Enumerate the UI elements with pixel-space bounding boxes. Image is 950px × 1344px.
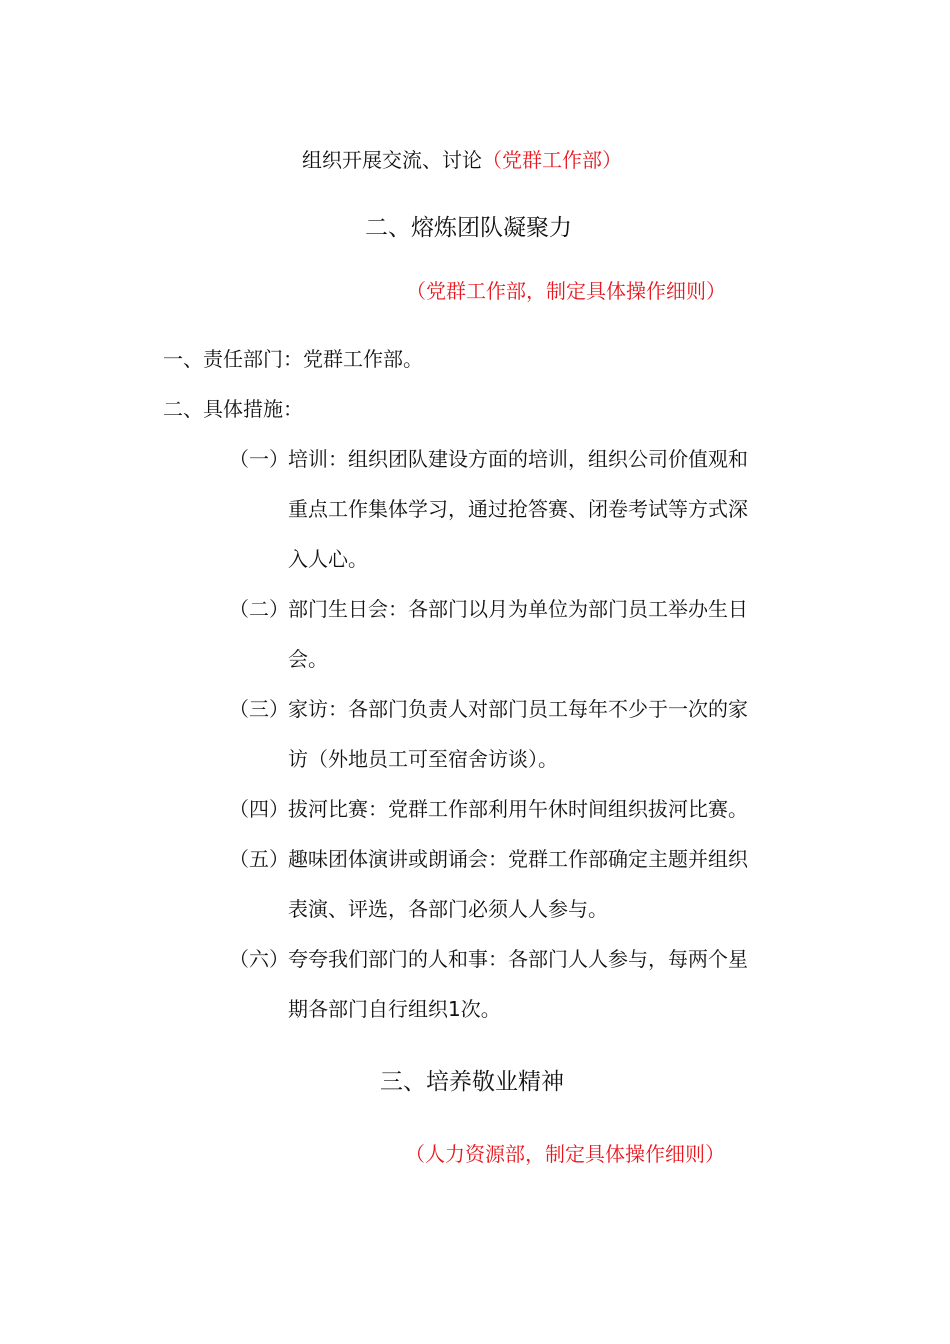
list-item-line: 夸夸我们部门的人和事：各部门人人参与，每两个星 xyxy=(288,947,748,971)
list-item-number: （三） xyxy=(229,697,289,721)
list-item-number: （六） xyxy=(229,947,289,971)
list-item-number: （五） xyxy=(229,847,289,871)
list-item-line: 家访：各部门负责人对部门员工每年不少于一次的家 xyxy=(288,697,748,721)
intro-department-note: （党群工作部） xyxy=(482,148,622,172)
section-heading-team-cohesion: 二、熔炼团队凝聚力 xyxy=(365,215,572,241)
list-item-number: （二） xyxy=(229,597,289,621)
list-item-line: 表演、评选，各部门必须人人参与。 xyxy=(288,897,608,921)
list-item-line: 部门生日会：各部门以月为单位为部门员工举办生日 xyxy=(288,597,748,621)
list-item-line: 趣味团体演讲或朗诵会：党群工作部确定主题并组织 xyxy=(288,847,748,871)
measures-label: 二、具体措施： xyxy=(163,397,303,421)
list-item-line: 入人心。 xyxy=(288,547,368,571)
list-item-line: 会。 xyxy=(288,647,328,671)
section-heading-dedication: 三、培养敬业精神 xyxy=(380,1069,564,1095)
responsibility-line: 一、责任部门：党群工作部。 xyxy=(163,347,423,371)
section-note-team-cohesion: （党群工作部，制定具体操作细则） xyxy=(406,279,726,303)
section-note-dedication: （人力资源部，制定具体操作细则） xyxy=(405,1142,725,1166)
list-item-line: 培训：组织团队建设方面的培训，组织公司价值观和 xyxy=(288,447,748,471)
list-item-number: （一） xyxy=(229,447,289,471)
list-item-number: （四） xyxy=(229,797,289,821)
list-item-line: 拔河比赛：党群工作部利用午休时间组织拔河比赛。 xyxy=(288,797,748,821)
intro-line xyxy=(302,144,622,173)
list-item-line: 期各部门自行组织1次。 xyxy=(288,997,501,1021)
list-item-line: 访（外地员工可至宿舍访谈）。 xyxy=(288,747,558,771)
list-item-line: 重点工作集体学习，通过抢答赛、闭卷考试等方式深 xyxy=(288,497,748,521)
intro-text: 组织开展交流、讨论 xyxy=(302,148,482,172)
